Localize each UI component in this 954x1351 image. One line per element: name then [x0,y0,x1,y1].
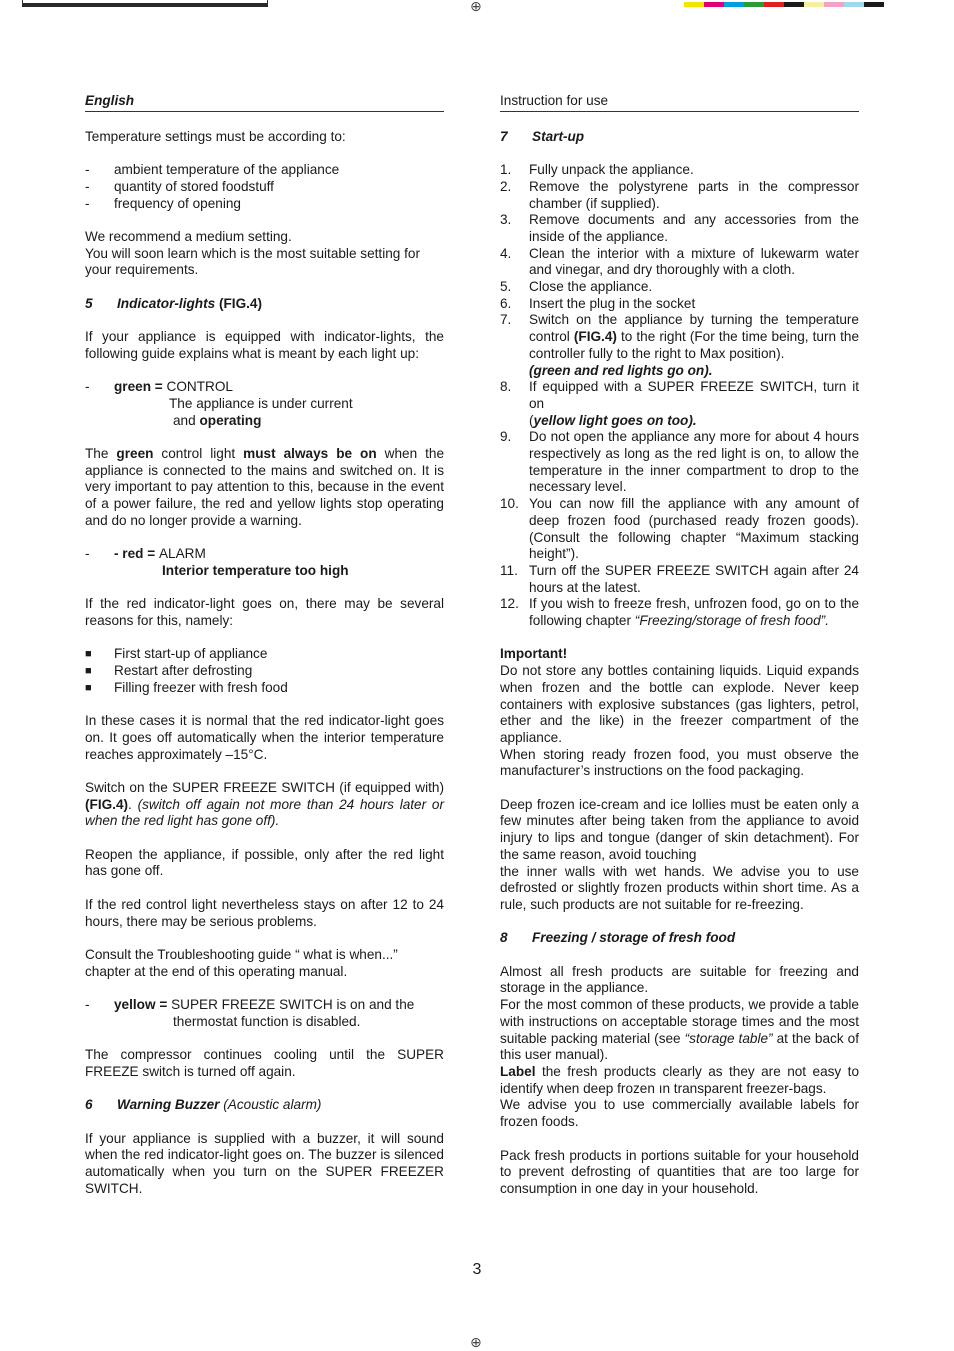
section-number: 8 [500,930,508,946]
green-label: green [114,379,152,395]
compressor-paragraph: The compressor continues cooling until the SUPER FREEZE switch is turned off again. [85,1047,444,1079]
equals-sign: = [151,379,167,395]
section-5-heading [85,296,444,313]
section-title: Start-up [532,128,585,144]
text: must always be on [243,445,377,461]
list-item [500,496,859,563]
text: The [85,445,117,461]
important-paragraph-2: When storing ready frozen food, you must observe the manufacturer’s instructions on the food packaging. [500,746,859,779]
text: Deep frozen ice-cream and ice lollies must be eaten only a few minutes after being taken from the appliance to avoid injury to lips and tongue (danger of skin detachment). For the same reason, avoid touching [500,796,859,862]
list-item [500,246,859,279]
list-item: - ambient temperature of the appliance [85,162,444,179]
text: at the back of this user manual). [500,1030,860,1063]
section-note: (Acoustic alarm) [219,1097,322,1113]
list-item: ■ Restart after defrosting [85,663,444,680]
settings-factor-list [85,162,444,212]
color-swatch [824,2,844,7]
fresh-paragraph-4: We advise you to use commercially available labels for frozen foods. [500,1097,859,1130]
green-light-entry: - green = CONTROL The appliance is under current and operating [85,379,444,429]
text: “storage table” [684,1030,773,1046]
step-text: Do not open the appliance any more for about 4 hours respectively as long as the red light is on, to allow the temperature in the inner compartment to drop to the necessary level. [529,429,859,495]
icecream-paragraph [500,797,859,914]
yellow-desc-1: SUPER FREEZE SWITCH is on and the [171,997,415,1013]
list-item: - frequency of opening [85,196,444,213]
important-paragraph-1: Do not store any bottles containing liquids. Liquid expands when frozen and the bottle can explode. Never keep containers with explosive substances (gas lighters, petrol, ether and the like) in the freezer compartment of the appliance. [500,663,859,745]
section-title: Warning Buzzer [117,1097,220,1113]
step-number: 1. [500,162,512,178]
color-swatch [864,2,884,7]
crosshair-mark-bottom-icon: ⊕ [470,1335,482,1351]
list-item [500,312,859,379]
reopen-paragraph: Reopen the appliance, if possible, only after the red light has gone off. [85,846,444,879]
crosshair-mark-top-icon: ⊕ [470,0,482,15]
normal-paragraph: In these cases it is normal that the red indicator-light goes on. It goes off automatically when the interior temperature reaches approximately –15°C. [85,713,444,762]
step-ref: “Freezing/storage of fresh food”. [634,613,829,629]
color-swatch [784,2,804,7]
equals-sign: = [155,997,172,1013]
indicator-intro: If your appliance is equipped with indicator-lights, the following guide explains what is meant by each light up: [85,329,444,361]
step-number: 12. [500,596,519,612]
list-item: ■ Filling freezer with fresh food [85,680,444,697]
red-name: ALARM [158,546,206,562]
color-swatch [804,2,824,7]
step-text: Close the appliance. [529,279,653,295]
step-number: 2. [500,178,512,194]
step-text: Turn off the SUPER FREEZE SWITCH again after 24 hours at the latest. [529,562,859,595]
document-title-header: Instruction for use [500,93,859,112]
step-text: Switch on the appliance by turning the temperature control [529,312,859,345]
green-paragraph [85,446,444,530]
text: when the appliance is connected to the mains and switched on. It is very important to pay attention to this, because in the event of a power failure, the red and yellow lights stop operating and do no longer provide a warning. [85,445,445,528]
list-item [500,279,859,296]
yellow-label: yellow [114,997,156,1013]
step-text: ( [529,412,534,428]
buzzer-paragraph: If your appliance is supplied with a buzzer, it will sound when the red indicator-light goes on. The buzzer is silenced automatically when you turn on the SUPER FREEZER SWITCH. [85,1130,444,1196]
page-number: 3 [472,1261,482,1278]
color-swatch [764,2,784,7]
figure-ref: (FIG.4) [218,295,263,311]
red-label: - red [114,546,144,562]
settings-intro: Temperature settings must be according to: [85,128,346,144]
list-item: ■ First start-up of appliance [85,646,444,663]
section-number: 6 [85,1097,93,1113]
list-item [500,212,859,245]
reason-list [85,646,444,696]
step-note: (green and red lights go on). [529,362,713,378]
text: . [128,796,138,812]
color-registration-bar [684,2,884,7]
red-light-entry: - - red = ALARM Interior temperature too high [85,546,444,579]
language-header: English [85,93,444,112]
step-text: If equipped with a SUPER FREEZE SWITCH, turn it on [529,379,859,411]
text: Label [500,1064,536,1079]
step-number: 10. [500,496,519,512]
recommend-line-2: You will soon learn which is the most suitable setting for your requirements. [85,245,420,278]
fresh-paragraph-2 [500,997,859,1064]
yellow-light-entry: - yellow = SUPER FREEZE SWITCH is on and the thermostat function is disabled. [85,997,444,1030]
list-item [500,179,859,212]
equals-sign: = [143,546,159,562]
color-swatch [704,2,724,7]
step-text: If you wish to freeze fresh, unfrozen food, go on to the following chapter [529,596,859,629]
recommend-paragraph [85,229,444,279]
step-number: 11. [500,562,518,578]
important-heading: Important! [500,646,568,662]
list-item [500,429,859,496]
figure-ref: (FIG.4) [573,329,617,345]
text: (switch off again not more than 24 hours later or when the red light has gone off). [85,796,444,829]
text: the fresh products clearly as they are not easy to identify when deep frozen ın transparent freezer-bags. [500,1064,859,1096]
section-7-heading [500,129,859,146]
green-desc-2a: and [173,412,200,428]
step-number: 8. [500,379,512,395]
green-name: CONTROL [166,379,233,395]
recommend-line-1: We recommend a medium setting. [85,228,292,244]
step-note: yellow light goes on too). [533,412,697,428]
fresh-paragraph-3 [500,1064,859,1097]
section-title: Indicator-lights [117,295,216,311]
section-number: 5 [85,295,93,311]
text: green [116,445,154,461]
step-number: 3. [500,212,512,228]
color-swatch [744,2,764,7]
color-swatch [684,2,704,7]
step-number: 5. [500,279,512,295]
step-text: Fully unpack the appliance. [529,162,694,178]
step-text: Insert the plug in the socket [529,295,696,311]
list-item [500,596,859,629]
color-swatch [724,2,744,7]
red-desc: Interior temperature too high [162,562,349,578]
list-item [500,563,859,596]
step-text: Remove the polystyrene parts in the compressor chamber (if supplied). [529,178,859,211]
green-desc-2b: operating [199,412,262,428]
left-column [85,93,444,1214]
right-column [500,93,859,1214]
list-item: - quantity of stored foodstuff [85,179,444,196]
green-desc-1: The appliance is under current [169,395,353,411]
section-8-heading [500,930,859,947]
red-paragraph: If the red indicator-light goes on, there may be several reasons for this, namely: [85,596,444,628]
section-number: 7 [500,128,508,144]
text: (FIG.4) [85,796,129,812]
fresh-paragraph-1: Almost all fresh products are suitable for freezing and storage in the appliance. [500,963,859,996]
step-number: 7. [500,312,512,328]
text: Switch on the SUPER FREEZE SWITCH (if equipped with) [85,779,444,795]
step-number: 6. [500,295,512,311]
registration-bar-left-fill [22,3,268,7]
yellow-desc-2: thermostat function is disabled. [173,1013,361,1029]
section-title: Freezing / storage of fresh food [532,930,736,946]
step-text: Remove documents and any accessories from the inside of the appliance. [529,212,859,244]
step-number: 4. [500,245,512,261]
text: control light [153,445,244,461]
step-number: 9. [500,429,512,445]
pack-paragraph: Pack fresh products in portions suitable for your household to prevent defrosting of quantities that are too large for consumption in one day in your household. [500,1147,859,1196]
text: the inner walls with wet hands. We advise you to use defrosted or slightly frozen products within short time. As a rule, such products are not suitable for re-freezing. [500,863,859,912]
consult-paragraph: Consult the Troubleshooting guide “ what is when...” chapter at the end of this operating manual. [85,946,398,979]
super-freeze-paragraph [85,780,444,830]
stays-on-paragraph: If the red control light nevertheless stays on after 12 to 24 hours, there may be serious problems. [85,896,444,929]
section-6-heading [85,1097,444,1114]
step-text: Clean the interior with a mixture of lukewarm water and vinegar, and dry thoroughly with a cloth. [529,245,859,278]
step-text: You can now fill the appliance with any amount of deep frozen food (purchased ready frozen goods). (Consult the following chapter “Maximum stacking height”). [529,496,859,562]
step-text: to the right (For the time being, turn the controller fully to the right to Max position). [529,329,860,361]
list-item [500,296,859,313]
list-item [500,379,859,429]
color-swatch [844,2,864,7]
text: For the most common of these products, we provide a table with instructions on acceptable storage times and the most suitable packing material (see [500,997,859,1046]
list-item [500,162,859,179]
startup-steps-list [500,162,859,630]
